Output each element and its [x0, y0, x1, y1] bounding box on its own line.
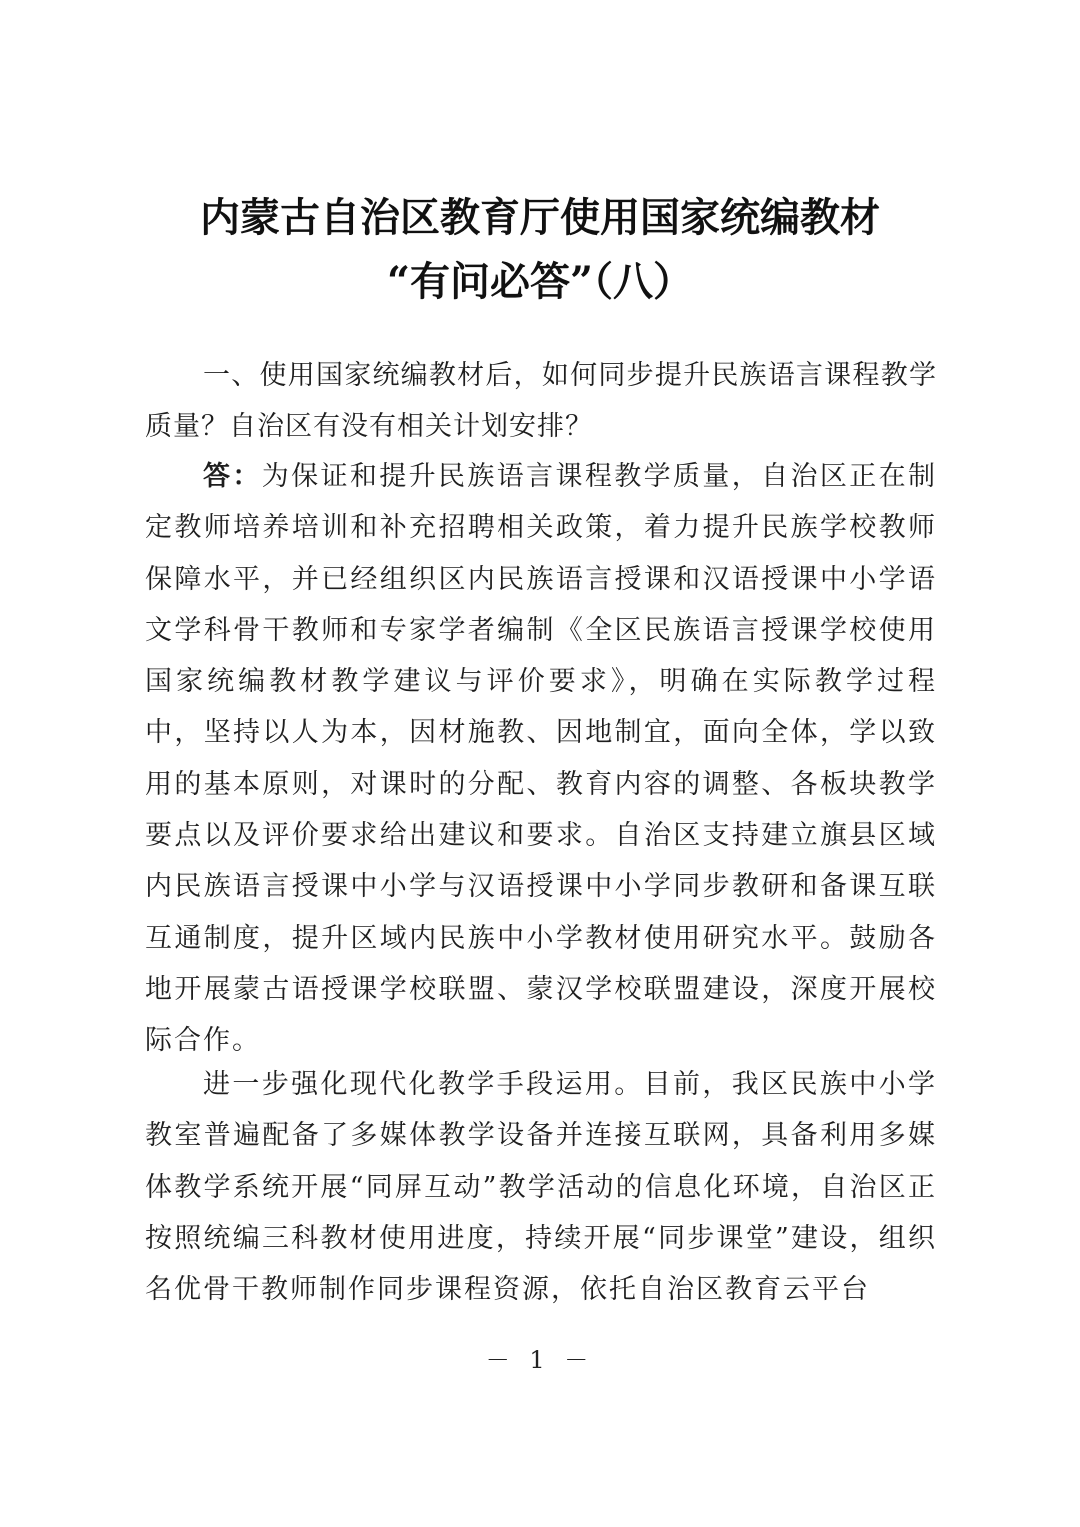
document-title — [0, 186, 1080, 314]
answer-paragraph-2: 进一步强化现代化教学手段运用。目前，我区民族中小学教室普遍配备了多媒体教学设备并连接互联网，具备利用多媒体教学系统开展“同屏互动”教学活动的信息化环境，自治区正按照统编三科教材使用进度，持续开展“同步课堂”建设，组织名优骨干教师制作同步课程资源，依托自治区教育云平台 — [145, 1069, 937, 1306]
title-line-1: 内蒙古自治区教育厅使用国家统编教材 — [200, 194, 880, 241]
question-1: 一、使用国家统编教材后，如何同步提升民族语言课程教学质量？自治区有没有相关计划安排？ — [145, 360, 937, 443]
title-line-2: “有问必答”（八） — [386, 258, 693, 305]
answer-paragraph-1-text: 为保证和提升民族语言课程教学质量，自治区正在制定教师培养培训和补充招聘相关政策，着力提升民族学校教师保障水平，并已经组织区内民族语言授课和汉语授课中小学语文学科骨干教师和专家学者编制《全区民族语言授课学校使用国家统编教材教学建议与评价要求》，明确在实际教学过程中，坚持以人为本，因材施教、因地制宜，面向全体，学以致用的基本原则，对课时的分配、教育内容的调整、各板块教学要点以及评价要求给出建议和要求。自治区支持建立旗县区域内民族语言授课中小学与汉语授课中小学同步教研和备课互联互通制度，提升区域内民族中小学教材使用研究水平。鼓励各地开展蒙古语授课学校联盟、蒙汉学校联盟建设，深度开展校际合作。 — [145, 461, 937, 1057]
answer-paragraph-1 — [145, 451, 937, 1067]
page-number: － 1 － — [485, 1346, 595, 1374]
answer-label: 答： — [203, 461, 262, 492]
